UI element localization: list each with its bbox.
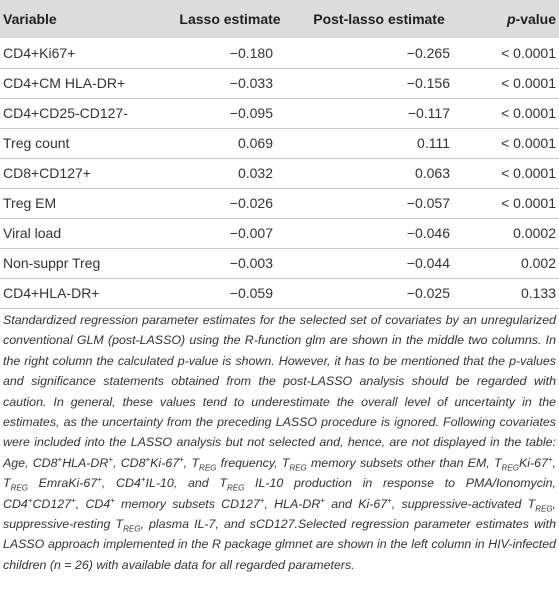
cell-variable: CD4+Ki67+ [3,44,76,61]
cell-variable: Treg EM [3,195,57,211]
superscript: + [145,454,151,464]
cell-lasso: −0.095 [229,105,273,121]
cell-p-value: < 0.0001 [501,165,556,181]
footnote-text: , T [3,455,556,491]
table-row [0,68,559,98]
cell-lasso: −0.026 [229,195,273,211]
footnote-text: Ki-67 [518,455,548,470]
cell-variable: CD4+CD25-CD127- [3,105,128,121]
footnote-text: CD127 [32,496,72,511]
cell-p-value: < 0.0001 [501,105,556,121]
footnote-text: Standardized regression parameter estimates for the selected set of covariates by an unregularized conventional GLM (post-LASSO) using the R-function glm are shown in the middle two columns. In the right column the calculated p-value is shown. However, it has to be mentioned that the p-values and significance statements obtained from the post-LASSO analysis should be regarded with caution. In general, these values tend to underestimate the overall level of uncertainty in the estimates, as the uncertainty from the preceding LASSO procedure is ignored. Following covariates were included into the LASSO analysis but not selected and, hence, are not displayed in the table: Age, CD8 [3,313,556,470]
cell-lasso: −0.180 [229,44,273,61]
subscript: REG [535,504,553,514]
cell-lasso: −0.033 [229,75,273,91]
subscript: REG [226,483,245,493]
footnote-text: IL-10, and T [145,476,227,491]
cell-p-value: < 0.0001 [501,135,556,151]
cell-post-lasso: −0.046 [406,225,450,241]
subscript: REG [123,524,141,534]
cell-variable: CD4+HLA-DR+ [3,285,100,301]
cell-post-lasso: −0.025 [406,285,450,301]
header-p-italic: p [506,11,516,27]
table-row [0,218,559,248]
cell-variable: Viral load [3,225,62,241]
cell-lasso: −0.007 [229,225,273,241]
superscript: + [110,495,115,505]
superscript: + [179,454,184,464]
table-row [0,248,559,278]
subscript: REG [199,463,217,473]
superscript: + [71,495,76,505]
superscript: + [320,495,325,505]
cell-p-value: 0.133 [520,285,556,301]
cell-lasso: 0.069 [237,135,273,151]
superscript: + [387,495,392,505]
footnote-text: HLA-DR [62,455,109,470]
header-lasso-estimate: Lasso estimate [179,11,281,27]
cell-lasso: 0.032 [237,165,273,181]
footnote-text: , HLA-DR [264,496,321,511]
cell-post-lasso: −0.057 [406,195,450,211]
footnote-text: EmraKi-67 [27,476,98,491]
cell-post-lasso: 0.111 [417,135,450,151]
footnote-text: , suppressive-activated T [391,496,536,511]
footnote-text: Ki-67 [150,455,180,470]
superscript: + [57,454,63,464]
cell-p-value: 0.0002 [513,225,556,241]
table-row [0,158,559,188]
header-post-lasso-estimate: Post-lasso estimate [313,11,445,27]
superscript: + [259,495,265,505]
table-header [0,0,559,38]
cell-variable: CD8+CD127+ [3,165,91,181]
cell-p-value: < 0.0001 [501,44,556,61]
footnote-text: , CD4 [75,496,111,511]
cell-variable: Non-suppr Treg [3,255,101,271]
superscript: + [97,475,102,485]
table-row [0,128,559,158]
footnote-text: , plasma IL-7, and sCD127.Selected regression parameter estimates with LASSO approach implemented in the R package glmnet are shown in the left column in HIV-infected children (n = 26) with available data for all regarded parameters. [3,517,557,572]
cell-p-value: 0.002 [520,255,556,271]
header-variable: Variable [3,11,57,27]
table-row [0,98,559,128]
cell-lasso: −0.059 [229,285,273,301]
cell-post-lasso: −0.044 [406,255,450,271]
subscript: REG [501,463,519,473]
header-row [0,0,559,38]
cell-p-value: < 0.0001 [501,195,556,211]
footnote-text: , CD4 [101,476,141,491]
cell-post-lasso: −0.156 [406,75,450,91]
header-p-suffix: -value [515,11,556,27]
footnote-text: , suppressive-resting T [3,496,556,532]
table-row [0,278,559,308]
cell-variable: Treg count [3,135,70,151]
footnote-text: memory subsets CD127 [114,496,260,511]
table-body [0,38,559,308]
table-row [0,188,559,218]
footnote-text: , T [183,455,200,470]
footnote-text: IL-10 production in response to PMA/Ionomycin, CD4 [3,476,557,511]
footnote-text: frequency, T [216,455,290,470]
superscript: + [108,454,114,464]
superscript: + [27,495,33,505]
cell-variable: CD4+CM HLA-DR+ [3,75,126,91]
footnote-text: , CD8 [113,455,146,470]
subscript: REG [289,463,307,473]
cell-post-lasso: 0.063 [414,165,450,181]
superscript: + [140,475,146,485]
footnote-text: memory subsets other than EM, T [306,455,502,470]
footnote-text: and Ki-67 [324,496,388,511]
table-footnote [3,310,556,575]
subscript: REG [10,483,28,493]
superscript: + [547,454,553,464]
cell-lasso: −0.003 [229,255,273,271]
cell-post-lasso: −0.117 [407,105,450,121]
cell-post-lasso: −0.265 [406,44,450,61]
cell-p-value: < 0.0001 [501,75,556,91]
table-row [0,38,559,68]
header-p-value [462,0,559,38]
